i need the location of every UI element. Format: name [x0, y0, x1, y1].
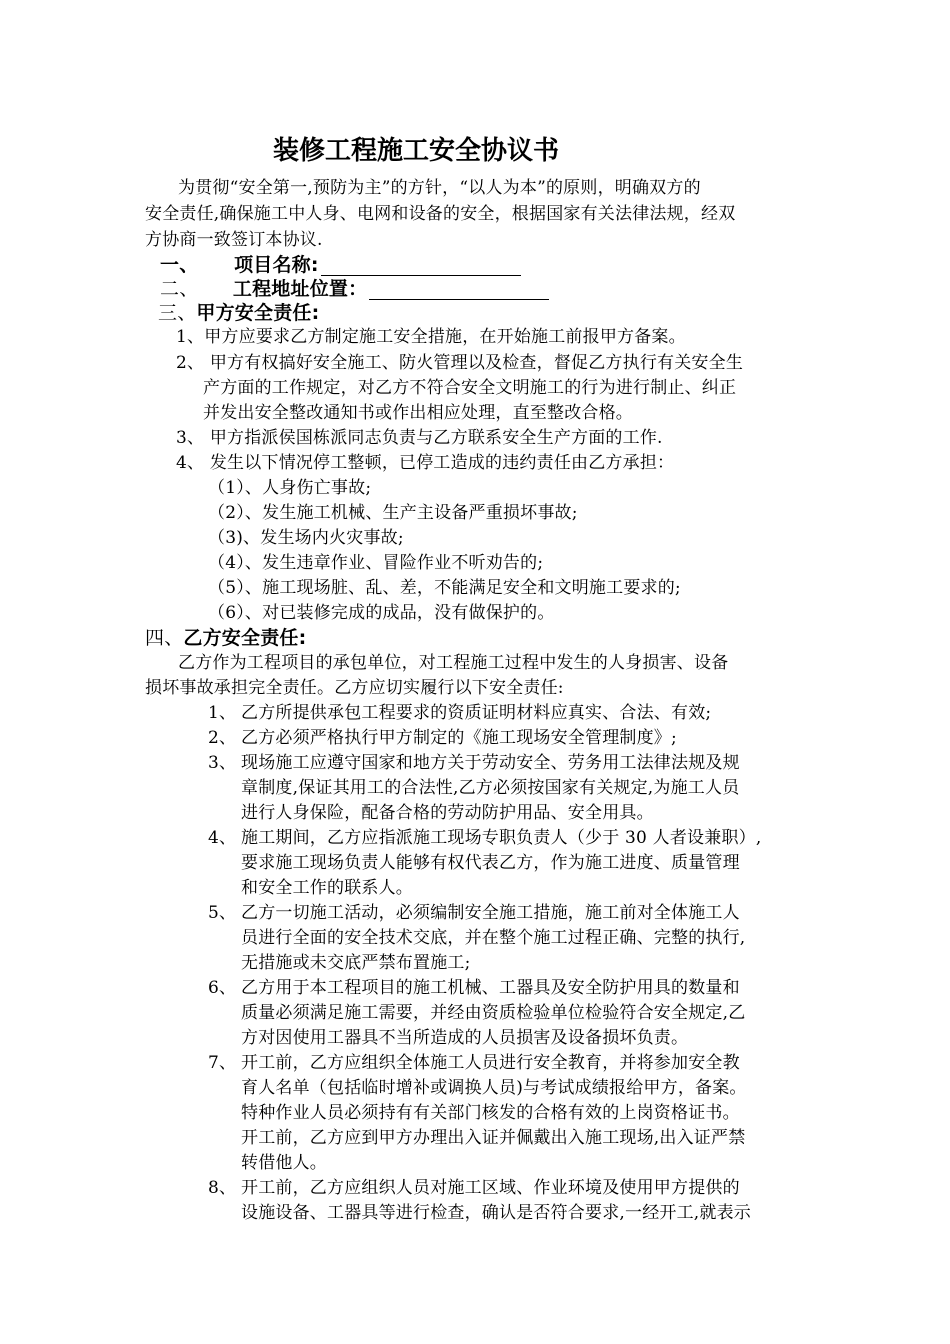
intro-line-3: 方协商一致签订本协议.: [145, 230, 323, 250]
field-address: [160, 278, 549, 300]
address-blank: [369, 281, 549, 300]
section4-item-8-line-1: 开工前，乙方应组织人员对施工区域、作业环境及使用甲方提供的: [241, 1178, 740, 1198]
section4-item-8-num: 8、: [208, 1178, 237, 1198]
field-project-num: 一、: [160, 254, 199, 276]
section4-item-6-line-1: 乙方用于本工程项目的施工机械、工器具及安全防护用具的数量和: [241, 978, 740, 998]
section4-item-7-line-2: 育人名单（包括临时增补或调换人员)与考试成绩报给甲方，备案。: [241, 1078, 747, 1098]
section3-item-4: 4、 发生以下情况停工整顿，已停工造成的违约责任由乙方承担：: [176, 453, 675, 473]
section4-item-3-line-1: 现场施工应遵守国家和地方关于劳动安全、劳务用工法律法规及规: [241, 753, 740, 773]
project-name-blank: [321, 257, 521, 276]
section3-sub-item-4: （4）、发生违章作业、冒险作业不听劝告的;: [208, 553, 544, 573]
section4-item-2-line-1: 乙方必须严格执行甲方制定的《施工现场安全管理制度》;: [241, 728, 677, 748]
section4-item-3-num: 3、: [208, 753, 237, 773]
section4-heading-text: 乙方安全责任:: [183, 627, 307, 649]
section3-item-2-cont-2: 并发出安全整改通知书或作出相应处理，直至整改合格。: [203, 403, 633, 423]
section4-item-3-line-3: 进行人身保险，配备合格的劳动防护用品、安全用具。: [241, 803, 654, 823]
section4-item-5-num: 5、: [208, 903, 237, 923]
document-title: 装修工程施工安全协议书: [273, 136, 560, 166]
section4-item-5-line-1: 乙方一切施工活动，必须编制安全施工措施，施工前对全体施工人: [241, 903, 740, 923]
section3-item-1: 1、甲方应要求乙方制定施工安全措施，在开始施工前报甲方备案。: [176, 327, 686, 347]
section4-item-6-line-2: 质量必须满足施工需要，并经由资质检验单位检验符合安全规定,乙: [241, 1003, 746, 1023]
section4-item-1-num: 1、: [208, 703, 237, 723]
section3-sub-item-6: （6）、对已装修完成的成品，没有做保护的。: [208, 603, 555, 623]
section4-item-2-num: 2、: [208, 728, 237, 748]
section4-item-4-line-3: 和安全工作的联系人。: [241, 878, 413, 898]
section4-item-5-line-2: 员进行全面的安全技术交底，并在整个施工过程正确、完整的执行,: [241, 928, 746, 948]
section4-item-7-num: 7、: [208, 1053, 237, 1073]
section4-item-7-line-1: 开工前，乙方应组织全体施工人员进行安全教育，并将参加安全教: [241, 1053, 740, 1073]
section3-heading-text: 甲方安全责任:: [196, 302, 320, 324]
field-address-num: 二、: [160, 278, 199, 300]
section4-item-6-num: 6、: [208, 978, 237, 998]
section4-item-7-line-4: 开工前，乙方应到甲方办理出入证并佩戴出入施工现场,出入证严禁: [241, 1128, 746, 1148]
section3-sub-item-3: （3)、发生场内火灾事故;: [208, 528, 404, 548]
section4-heading-num: 四、: [145, 627, 184, 649]
section4-item-7-line-3: 特种作业人员必须持有有关部门核发的合格有效的上岗资格证书。: [241, 1103, 740, 1123]
section3-heading: [158, 302, 319, 324]
section4-item-7-line-5: 转借他人。: [241, 1153, 327, 1173]
field-project-name: [160, 254, 521, 276]
section4-intro-line-2: 损坏事故承担完全责任。乙方应切实履行以下安全责任:: [145, 678, 564, 698]
section4-item-3-line-2: 章制度,保证其用工的合法性,乙方必须按国家有关规定,为施工人员: [241, 778, 740, 798]
section4-item-4-line-2: 要求施工现场负责人能够有权代表乙方，作为施工进度、质量管理: [241, 853, 740, 873]
intro-line-1: 为贯彻“安全第一,预防为主”的方针，“以人为本”的原则，明确双方的: [178, 178, 701, 198]
field-address-label: 工程地址位置：: [232, 278, 368, 300]
section3-item-3: 3、 甲方指派侯国栋派同志负责与乙方联系安全生产方面的工作.: [176, 428, 663, 448]
section4-intro-line-1: 乙方作为工程项目的承包单位，对工程施工过程中发生的人身损害、设备: [178, 653, 729, 673]
section3-sub-item-5: （5）、施工现场脏、乱、差，不能满足安全和文明施工要求的;: [208, 578, 681, 598]
section3-item-2: 2、 甲方有权搞好安全施工、防火管理以及检查，督促乙方执行有关安全生: [176, 353, 744, 373]
section3-sub-item-1: （1）、人身伤亡事故;: [208, 478, 372, 498]
intro-line-2: 安全责任,确保施工中人身、电网和设备的安全，根据国家有关法律法规，经双: [145, 204, 736, 224]
section3-item-2-cont-1: 产方面的工作规定，对乙方不符合安全文明施工的行为进行制止、纠正: [203, 378, 737, 398]
section4-item-1-line-1: 乙方所提供承包工程要求的资质证明材料应真实、合法、有效;: [241, 703, 712, 723]
section4-item-5-line-3: 无措施或未交底严禁布置施工;: [241, 953, 471, 973]
section4-heading: [145, 627, 306, 649]
section4-item-6-line-3: 方对因使用工器具不当所造成的人员损害及设备损坏负责。: [241, 1028, 689, 1048]
section3-sub-item-2: （2）、发生施工机械、生产主设备严重损坏事故;: [208, 503, 578, 523]
section4-item-4-num: 4、: [208, 828, 237, 848]
section4-item-4-line-1: 施工期间，乙方应指派施工现场专职负责人（少于 30 人者设兼职）,: [241, 828, 762, 848]
field-project-label: 项目名称:: [234, 254, 319, 276]
section3-heading-num: 三、: [158, 302, 197, 324]
section4-item-8-line-2: 设施设备、工器具等进行检查，确认是否符合要求,一经开工,就表示: [241, 1203, 752, 1223]
